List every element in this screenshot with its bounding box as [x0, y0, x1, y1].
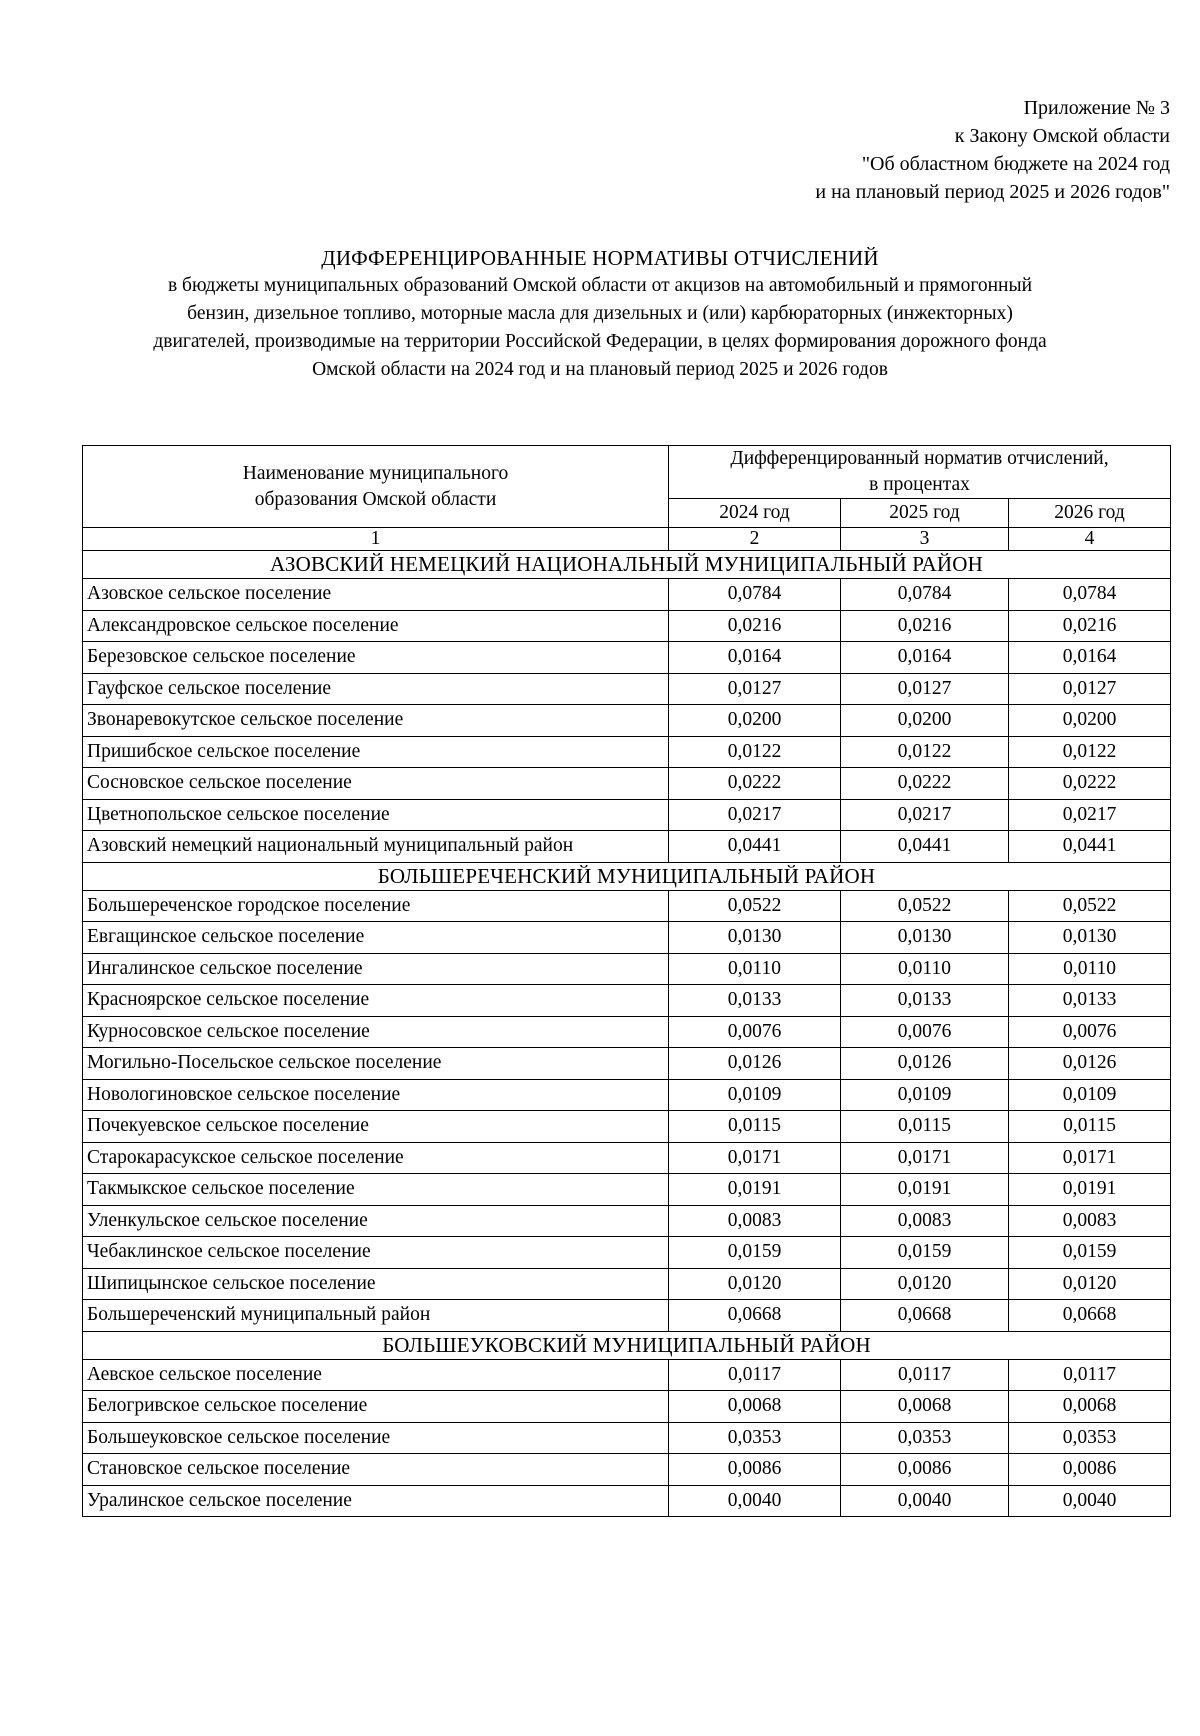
municipality-name: Гауфское сельское поселение: [83, 673, 669, 705]
value-2024: 0,0122: [669, 736, 841, 768]
value-2026: 0,0668: [1009, 1300, 1171, 1332]
document-subtitle-line: в бюджеты муниципальных образований Омской области от акцизов на автомобильный и прямогонный: [167, 275, 1033, 296]
value-2025: 0,0522: [841, 890, 1009, 922]
value-2025: 0,0127: [841, 673, 1009, 705]
district-name: БОЛЬШЕУКОВСКИЙ МУНИЦИПАЛЬНЫЙ РАЙОН: [83, 1331, 1171, 1359]
table-header-row: [83, 446, 1171, 499]
table-row: [83, 705, 1171, 737]
value-2024: 0,0191: [669, 1174, 841, 1206]
annex-reference: [815, 94, 1170, 206]
value-2026: 0,0086: [1009, 1454, 1171, 1486]
value-2025: 0,0784: [841, 579, 1009, 611]
table-row: [83, 1205, 1171, 1237]
value-2024: 0,0784: [669, 579, 841, 611]
municipality-name: Александровское сельское поселение: [83, 610, 669, 642]
header-name-cell: [83, 446, 669, 528]
value-2024: 0,0126: [669, 1048, 841, 1080]
value-2024: 0,0127: [669, 673, 841, 705]
header-name-line: Наименование муниципального: [242, 462, 509, 484]
municipality-name: Новологиновское сельское поселение: [83, 1079, 669, 1111]
document-title: ДИФФЕРЕНЦИРОВАННЫЕ НОРМАТИВЫ ОТЧИСЛЕНИЙ: [321, 246, 879, 270]
header-year-2024: 2024 год: [669, 499, 841, 528]
value-2026: 0,0784: [1009, 579, 1171, 611]
table-row: [83, 1079, 1171, 1111]
value-2025: 0,0353: [841, 1422, 1009, 1454]
value-2026: 0,0068: [1009, 1391, 1171, 1423]
value-2024: 0,0222: [669, 768, 841, 800]
value-2026: 0,0120: [1009, 1268, 1171, 1300]
table-row: [83, 922, 1171, 954]
table-row: [83, 1237, 1171, 1269]
value-2024: 0,0083: [669, 1205, 841, 1237]
value-2024: 0,0076: [669, 1016, 841, 1048]
value-2025: 0,0120: [841, 1268, 1009, 1300]
value-2024: 0,0522: [669, 890, 841, 922]
municipality-name: Чебаклинское сельское поселение: [83, 1237, 669, 1269]
value-2024: 0,0200: [669, 705, 841, 737]
value-2024: 0,0353: [669, 1422, 841, 1454]
annex-law: к Закону Омской области: [954, 125, 1170, 147]
value-2025: 0,0191: [841, 1174, 1009, 1206]
municipality-name: Почекуевское сельское поселение: [83, 1111, 669, 1143]
table-row: [83, 985, 1171, 1017]
value-2026: 0,0441: [1009, 831, 1171, 863]
municipality-name: Могильно-Посельское сельское поселение: [83, 1048, 669, 1080]
value-2024: 0,0117: [669, 1359, 841, 1391]
annex-law-title: "Об областном бюджете на 2024 год: [861, 153, 1170, 175]
value-2025: 0,0200: [841, 705, 1009, 737]
value-2026: 0,0127: [1009, 673, 1171, 705]
table-row: [83, 831, 1171, 863]
municipality-name: Большереченский муниципальный район: [83, 1300, 669, 1332]
district-header-row: [83, 862, 1171, 890]
value-2025: 0,0164: [841, 642, 1009, 674]
value-2025: 0,0117: [841, 1359, 1009, 1391]
header-norm-cell: [669, 446, 1171, 499]
value-2025: 0,0441: [841, 831, 1009, 863]
value-2026: 0,0110: [1009, 953, 1171, 985]
table-row: [83, 1142, 1171, 1174]
district-name: АЗОВСКИЙ НЕМЕЦКИЙ НАЦИОНАЛЬНЫЙ МУНИЦИПАЛЬНЫЙ РАЙОН: [83, 551, 1171, 579]
value-2025: 0,0110: [841, 953, 1009, 985]
document-subtitle-line: бензин, дизельное топливо, моторные масла для дизельных и (или) карбюраторных (инжекторных): [187, 303, 1013, 324]
value-2026: 0,0126: [1009, 1048, 1171, 1080]
table-row: [83, 1174, 1171, 1206]
header-norm-line: в процентах: [869, 474, 970, 495]
value-2026: 0,0353: [1009, 1422, 1171, 1454]
value-2026: 0,0159: [1009, 1237, 1171, 1269]
value-2024: 0,0115: [669, 1111, 841, 1143]
municipality-name: Курносовское сельское поселение: [83, 1016, 669, 1048]
municipality-name: Красноярское сельское поселение: [83, 985, 669, 1017]
header-name-line: образования Омской области: [254, 488, 497, 510]
value-2024: 0,0164: [669, 642, 841, 674]
municipality-name: Большереченское городское поселение: [83, 890, 669, 922]
value-2026: 0,0171: [1009, 1142, 1171, 1174]
value-2026: 0,0191: [1009, 1174, 1171, 1206]
value-2025: 0,0222: [841, 768, 1009, 800]
value-2024: 0,0171: [669, 1142, 841, 1174]
value-2025: 0,0086: [841, 1454, 1009, 1486]
annex-number: Приложение № 3: [1023, 97, 1170, 119]
value-2025: 0,0126: [841, 1048, 1009, 1080]
municipality-name: Уралинское сельское поселение: [83, 1485, 669, 1517]
value-2024: 0,0040: [669, 1485, 841, 1517]
value-2025: 0,0083: [841, 1205, 1009, 1237]
column-number: 4: [1009, 528, 1171, 551]
value-2025: 0,0217: [841, 799, 1009, 831]
value-2026: 0,0222: [1009, 768, 1171, 800]
value-2025: 0,0159: [841, 1237, 1009, 1269]
value-2024: 0,0086: [669, 1454, 841, 1486]
municipality-name: Аевское сельское поселение: [83, 1359, 669, 1391]
value-2026: 0,0076: [1009, 1016, 1171, 1048]
municipality-name: Сосновское сельское поселение: [83, 768, 669, 800]
municipality-name: Ингалинское сельское поселение: [83, 953, 669, 985]
value-2026: 0,0115: [1009, 1111, 1171, 1143]
column-number: 2: [669, 528, 841, 551]
table-row: [83, 1268, 1171, 1300]
municipality-name: Белогривское сельское поселение: [83, 1391, 669, 1423]
municipality-name: Большеуковское сельское поселение: [83, 1422, 669, 1454]
value-2024: 0,0109: [669, 1079, 841, 1111]
municipality-name: Становское сельское поселение: [83, 1454, 669, 1486]
municipality-name: Шипицынское сельское поселение: [83, 1268, 669, 1300]
value-2025: 0,0076: [841, 1016, 1009, 1048]
municipality-name: Уленкульское сельское поселение: [83, 1205, 669, 1237]
header-year-2025: 2025 год: [841, 499, 1009, 528]
norms-table: [82, 445, 1171, 1517]
value-2024: 0,0217: [669, 799, 841, 831]
value-2024: 0,0110: [669, 953, 841, 985]
district-header-row: [83, 551, 1171, 579]
value-2025: 0,0122: [841, 736, 1009, 768]
header-year-2026: 2026 год: [1009, 499, 1171, 528]
value-2026: 0,0040: [1009, 1485, 1171, 1517]
value-2024: 0,0668: [669, 1300, 841, 1332]
municipality-name: Звонаревокутское сельское поселение: [83, 705, 669, 737]
value-2024: 0,0216: [669, 610, 841, 642]
table-row: [83, 579, 1171, 611]
document-subtitle-line: Омской области на 2024 год и на плановый период 2025 и 2026 годов: [312, 359, 888, 380]
district-name: БОЛЬШЕРЕЧЕНСКИЙ МУНИЦИПАЛЬНЫЙ РАЙОН: [83, 862, 1171, 890]
value-2026: 0,0109: [1009, 1079, 1171, 1111]
value-2026: 0,0200: [1009, 705, 1171, 737]
value-2026: 0,0083: [1009, 1205, 1171, 1237]
table-row: [83, 1048, 1171, 1080]
municipality-name: Такмыкское сельское поселение: [83, 1174, 669, 1206]
municipality-name: Старокарасукское сельское поселение: [83, 1142, 669, 1174]
column-number: 1: [83, 528, 669, 551]
table-row: [83, 1391, 1171, 1423]
table-row: [83, 642, 1171, 674]
value-2025: 0,0171: [841, 1142, 1009, 1174]
value-2024: 0,0159: [669, 1237, 841, 1269]
table-row: [83, 890, 1171, 922]
annex-law-period: и на плановый период 2025 и 2026 годов": [815, 181, 1170, 203]
norms-table-body: [83, 446, 1171, 1517]
value-2026: 0,0164: [1009, 642, 1171, 674]
document-subtitle-line: двигателей, производимые на территории Российской Федерации, в целях формирования дорожного фонда: [153, 331, 1047, 352]
value-2024: 0,0120: [669, 1268, 841, 1300]
municipality-name: Цветнопольское сельское поселение: [83, 799, 669, 831]
value-2025: 0,0133: [841, 985, 1009, 1017]
municipality-name: Евгащинское сельское поселение: [83, 922, 669, 954]
value-2024: 0,0133: [669, 985, 841, 1017]
document-heading: [60, 244, 1140, 384]
value-2026: 0,0217: [1009, 799, 1171, 831]
table-row: [83, 1300, 1171, 1332]
table-row: [83, 1016, 1171, 1048]
table-row: [83, 1485, 1171, 1517]
value-2025: 0,0216: [841, 610, 1009, 642]
table-row: [83, 1422, 1171, 1454]
value-2026: 0,0522: [1009, 890, 1171, 922]
value-2025: 0,0109: [841, 1079, 1009, 1111]
table-row: [83, 1359, 1171, 1391]
table-row: [83, 799, 1171, 831]
table-row: [83, 610, 1171, 642]
municipality-name: Азовское сельское поселение: [83, 579, 669, 611]
value-2025: 0,0130: [841, 922, 1009, 954]
value-2024: 0,0441: [669, 831, 841, 863]
value-2026: 0,0117: [1009, 1359, 1171, 1391]
value-2025: 0,0068: [841, 1391, 1009, 1423]
column-number: 3: [841, 528, 1009, 551]
table-row: [83, 673, 1171, 705]
value-2024: 0,0068: [669, 1391, 841, 1423]
value-2026: 0,0133: [1009, 985, 1171, 1017]
table-row: [83, 1454, 1171, 1486]
header-norm-line: Дифференцированный норматив отчислений,: [730, 448, 1109, 469]
table-row: [83, 1111, 1171, 1143]
value-2024: 0,0130: [669, 922, 841, 954]
value-2025: 0,0115: [841, 1111, 1009, 1143]
table-column-numbers-row: [83, 528, 1171, 551]
table-row: [83, 953, 1171, 985]
value-2025: 0,0668: [841, 1300, 1009, 1332]
municipality-name: Азовский немецкий национальный муниципальный район: [83, 831, 669, 863]
value-2026: 0,0130: [1009, 922, 1171, 954]
value-2026: 0,0122: [1009, 736, 1171, 768]
value-2026: 0,0216: [1009, 610, 1171, 642]
table-row: [83, 768, 1171, 800]
district-header-row: [83, 1331, 1171, 1359]
municipality-name: Пришибское сельское поселение: [83, 736, 669, 768]
value-2025: 0,0040: [841, 1485, 1009, 1517]
table-row: [83, 736, 1171, 768]
municipality-name: Березовское сельское поселение: [83, 642, 669, 674]
